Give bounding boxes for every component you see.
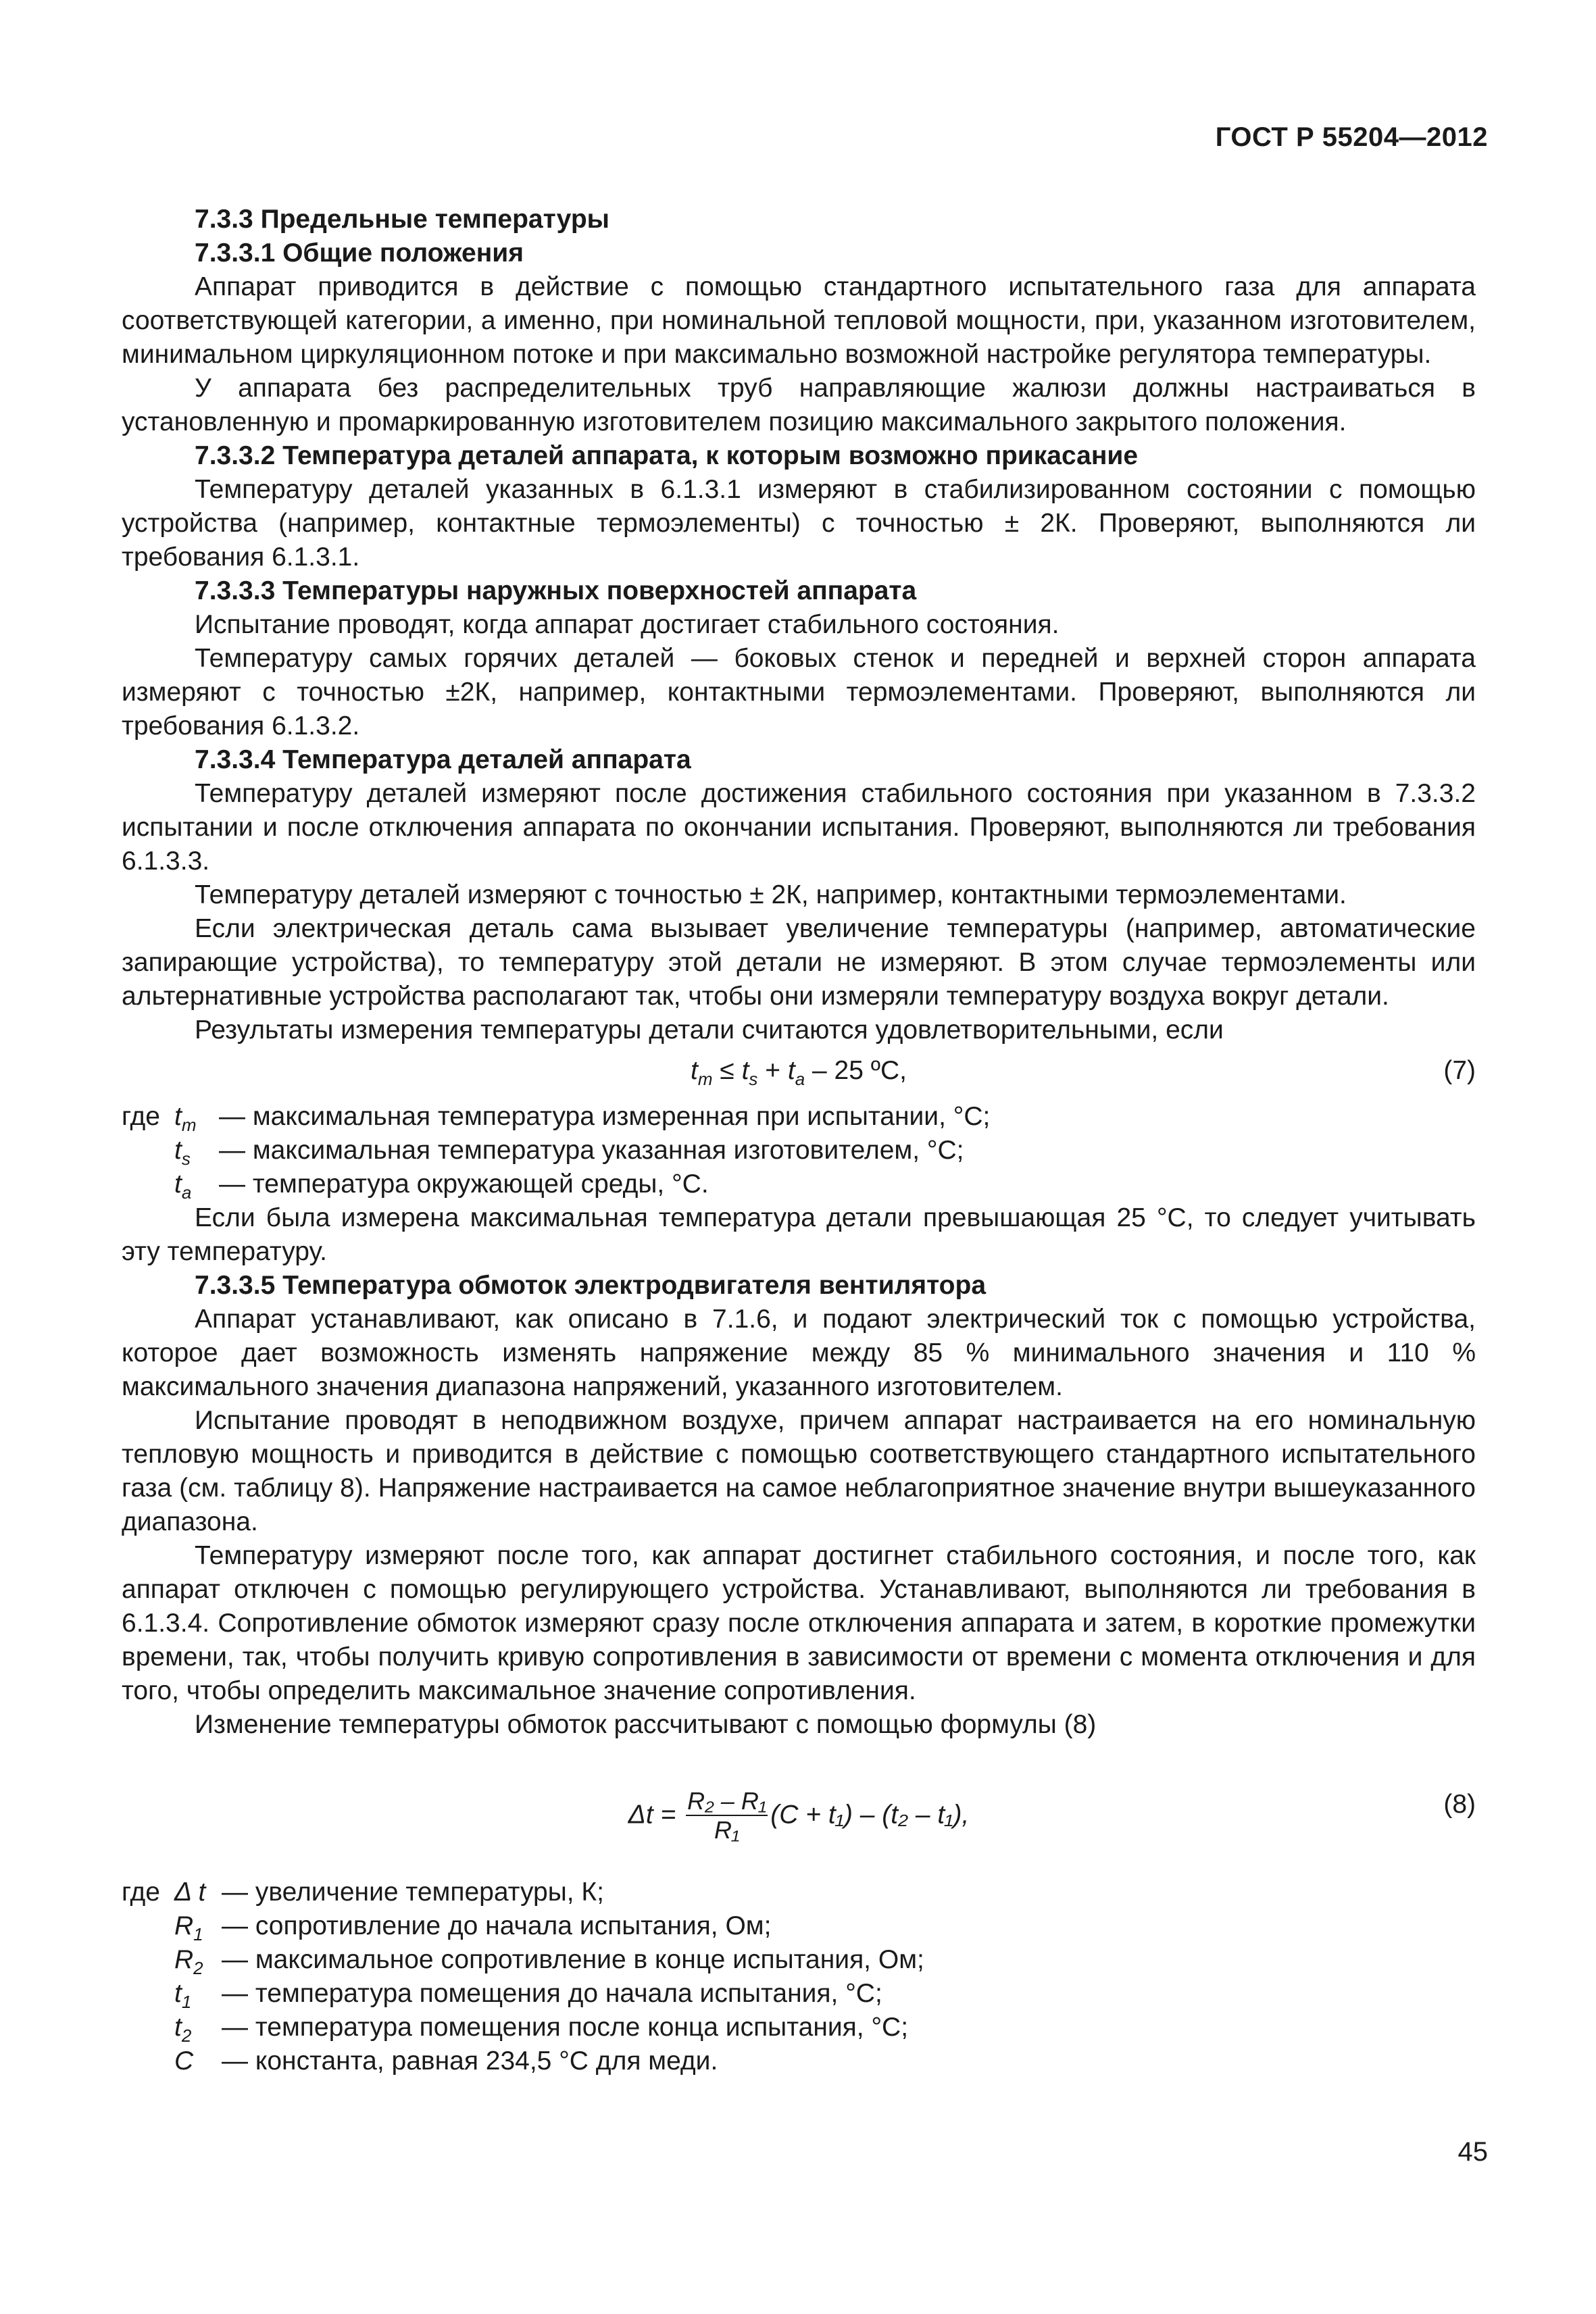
definition-row: где $t_m$ — максимальная температура измеренная при испытании, °С; [122, 1102, 991, 1135]
paragraph: Температуру самых горячих деталей — боковых стенок и передней и верхней сторон аппарата измеряют с точностью ±2К, например, контактными термоэлементами. Проверяют, выполняются ли требования 6.1.3.2. [122, 644, 1476, 740]
document-id-header: ГОСТ Р 55204—2012 [1215, 122, 1488, 152]
paragraph: Изменение температуры обмоток рассчитывают с помощью формулы (8) [195, 1710, 1097, 1739]
definition-row: где Δ t — увеличение температуры, К; [122, 1878, 604, 1907]
section-heading-7-3-3: 7.3.3 Предельные температуры [195, 205, 609, 234]
paragraph: Аппарат устанавливают, как описано в 7.1.6, и подают электрический ток с помощью устройства, которое дает возможность изменять напряжение между 85 % минимального значения и 110 % максимального значения диапазона напряжений, указанного изготовителем. [122, 1305, 1476, 1401]
section-heading-7-3-3-1: 7.3.3.1 Общие положения [195, 238, 524, 268]
definition-row: $t_a$ — температура окружающей среды, °С. [174, 1169, 709, 1203]
paragraph: Температуру измеряют после того, как аппарат достигнет стабильного состояния, и после того, как аппарат отключен с помощью регулирующего устройства. Устанавливают, выполняются ли требования в 6.1.3.4. Сопротивление обмоток измеряют сразу после отключения аппарата и затем, в короткие промежутки времени, так, чтобы получить кривую сопротивления в зависимости от времени с момента отключения и для того, чтобы определить максимальное значение сопротивления. [122, 1541, 1476, 1705]
definition-row: C — константа, равная 234,5 °С для меди. [174, 2046, 718, 2076]
page-number: 45 [1457, 2137, 1488, 2167]
paragraph: Температуру деталей измеряют после достижения стабильного состояния при указанном в 7.3.3.2 испытании и после отключения аппарата по окончании испытания. Проверяют, выполняются ли требования 6.1.3.3. [122, 779, 1476, 876]
paragraph: Если электрическая деталь сама вызывает увеличение температуры (например, автоматические запирающие устройства), то температуру этой детали не измеряют. В этом случае термоэлементы или альтернативные устройства располагают так, чтобы они измеряли температуру воздуха вокруг детали. [122, 914, 1476, 1011]
section-heading-7-3-3-5: 7.3.3.5 Температура обмоток электродвигателя вентилятора [195, 1271, 987, 1300]
page-content [122, 203, 1476, 2078]
paragraph: Температуру деталей измеряют с точностью ± 2К, например, контактными термоэлементами. [195, 880, 1347, 909]
formula-7-expression: $t_m \le t_s + t_a - 25$ ºС, [690, 1056, 907, 1089]
paragraph: Испытание проводят, когда аппарат достигает стабильного состояния. [195, 610, 1059, 639]
paragraph: Результаты измерения температуры детали считаются удовлетворительными, если [195, 1015, 1224, 1045]
paragraph: Температуру деталей указанных в 6.1.3.1 измеряют в стабилизированном состоянии с помощью устройства (например, контактные термоэлементы) с точностью ± 2К. Проверяют, выполняются ли требования 6.1.3.1. [122, 475, 1476, 572]
formula-8-definitions [122, 1876, 1476, 2078]
formula-8-expression: Δt = $\frac{\text{R₂ – R₁}}{\text{R₁}}$ (C + t₁) – (t₂ – t₁), [628, 1787, 970, 1844]
section-heading-7-3-3-3: 7.3.3.3 Температуры наружных поверхностей аппарата [195, 576, 917, 605]
definition-row: $t_s$ — максимальная температура указанная изготовителем, °С; [174, 1136, 964, 1169]
definition-row: $R_2$ — максимальное сопротивление в конце испытания, Ом; [174, 1945, 924, 1978]
definition-row: $R_1$ — сопротивление до начала испытания, Ом; [174, 1911, 772, 1944]
formula-7 [122, 1054, 1476, 1096]
paragraph: У аппарата без распределительных труб направляющие жалюзи должны настраиваться в установленную и промаркированную изготовителем позицию максимального закрытого положения. [122, 374, 1476, 436]
paragraph: Испытание проводят в неподвижном воздухе, причем аппарат настраивается на его номинальную тепловую мощность и приводится в действие с помощью соответствующего стандартного испытательного газа (см. таблицу 8). Напряжение настраивается на самое неблагоприятное значение внутри вышеуказанного диапазона. [122, 1406, 1476, 1536]
paragraph: Аппарат приводится в действие с помощью стандартного испытательного газа для аппарата соответствующей категории, а именно, при номинальной тепловой мощности, при, указанном изготовителем, минимальном циркуляционном потоке и при максимально возможной настройке регулятора температуры. [122, 272, 1476, 369]
section-heading-7-3-3-2: 7.3.3.2 Температура деталей аппарата, к которым возможно прикасание [195, 441, 1139, 470]
formula-8-number: (8) [1443, 1790, 1476, 1819]
fraction: $\frac{\text{R₂ – R₁}}{\text{R₁}}$ [687, 1787, 767, 1844]
formula-8 [122, 1767, 1476, 1847]
section-heading-7-3-3-4: 7.3.3.4 Температура деталей аппарата [195, 745, 691, 774]
definition-row: $t_1$ — температура помещения до начала испытания, °С; [174, 1979, 882, 2012]
formula-7-definitions [122, 1100, 1476, 1201]
definition-row: $t_2$ — температура помещения после конца испытания, °С; [174, 2013, 909, 2046]
formula-7-number: (7) [1443, 1056, 1476, 1085]
paragraph: Если была измерена максимальная температура детали превышающая 25 °С, то следует учитывать эту температуру. [122, 1203, 1476, 1266]
